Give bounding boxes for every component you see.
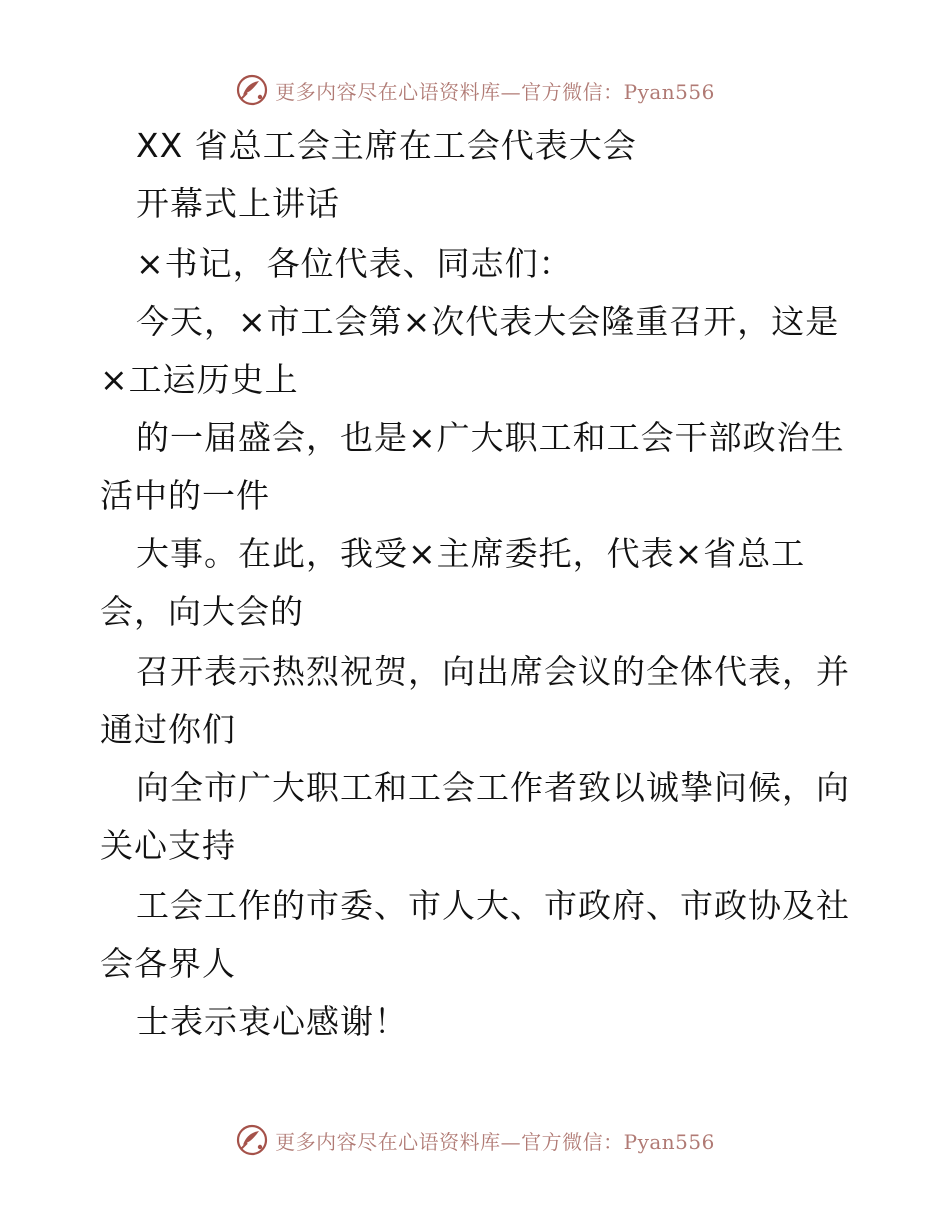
pen-logo-icon: [235, 1123, 269, 1157]
document-title-line-2: 开幕式上讲话: [136, 184, 340, 223]
paragraph-line: 召开表示热烈祝贺，向出席会议的全体代表，并: [136, 652, 850, 691]
paragraph-line: 活中的一件: [100, 476, 270, 515]
paragraph-line: 大事。在此，我受×主席委托，代表×省总工: [136, 534, 806, 573]
paragraph-line: 士表示衷心感谢！: [136, 1002, 408, 1041]
paragraph-line: 会，向大会的: [100, 592, 304, 631]
watermark-text: 更多内容尽在心语资料库—官方微信：Pyan556: [275, 1129, 715, 1154]
paragraph-line: 工会工作的市委、市人大、市政府、市政协及社: [136, 886, 850, 925]
paragraph-line: ×工运历史上: [100, 360, 299, 399]
paragraph-line: 会各界人: [100, 944, 236, 983]
paragraph-line: 通过你们: [100, 710, 236, 749]
document-title-line-1: XX 省总工会主席在工会代表大会: [136, 126, 637, 165]
watermark-text: 更多内容尽在心语资料库—官方微信：Pyan556: [275, 79, 715, 104]
footer-watermark: [0, 1120, 950, 1160]
paragraph-line: 今天，×市工会第×次代表大会隆重召开，这是: [136, 302, 840, 341]
paragraph-line: 的一届盛会，也是×广大职工和工会干部政治生: [136, 418, 845, 457]
paragraph-line: ×书记，各位代表、同志们：: [136, 244, 573, 283]
watermark-group: [235, 1123, 715, 1157]
paragraph-line: 关心支持: [100, 826, 236, 865]
paragraph-line: 向全市广大职工和工会工作者致以诚挚问候，向: [136, 768, 850, 807]
